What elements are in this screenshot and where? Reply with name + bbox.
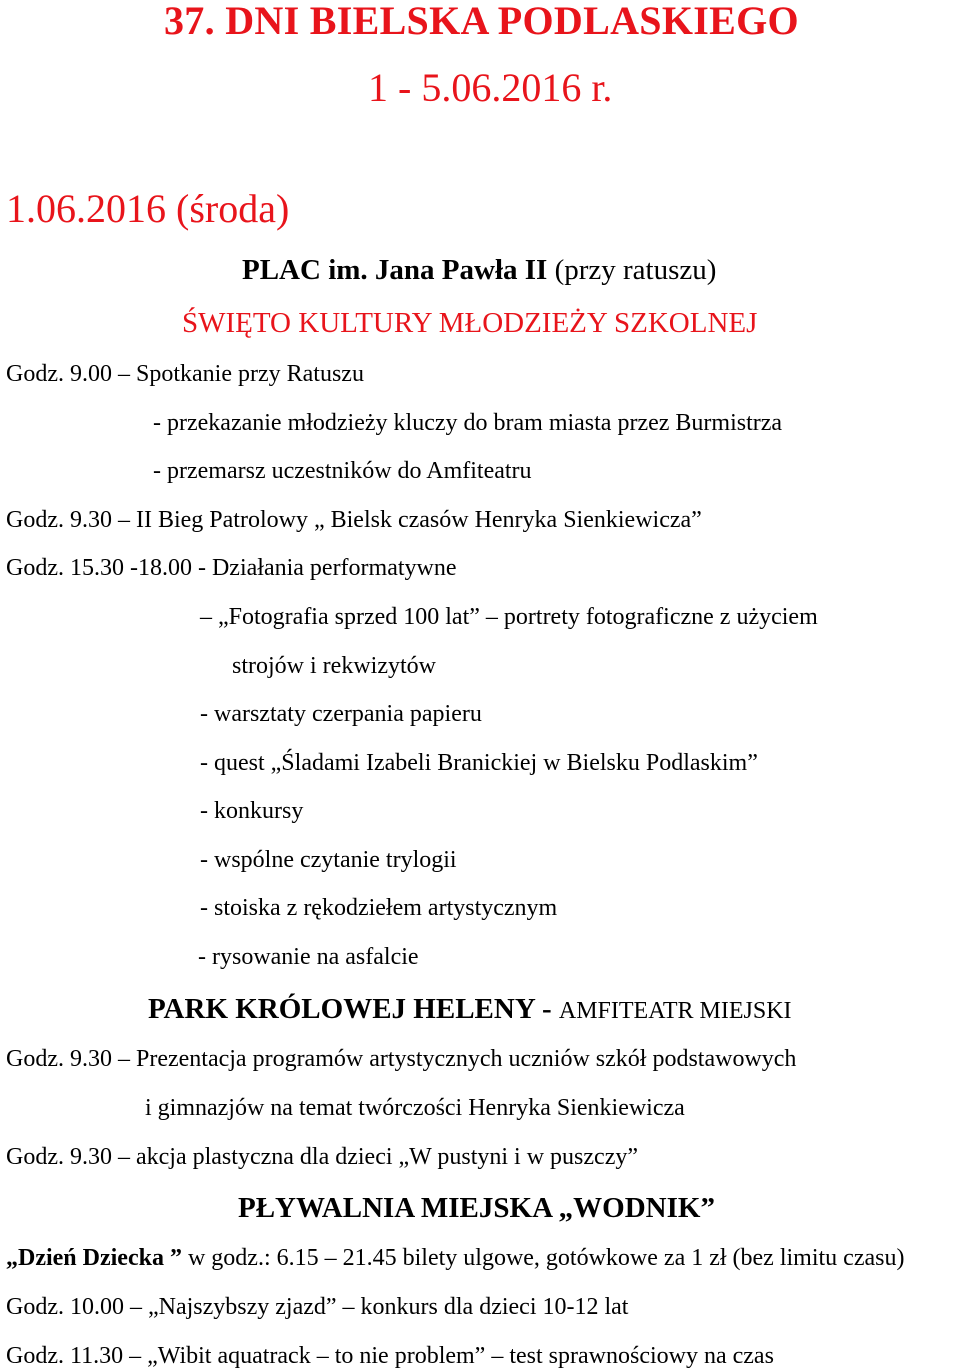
plac-venue-heading	[242, 256, 716, 285]
plac-venue-note: (przy ratuszu)	[547, 254, 717, 286]
children-day-line	[6, 1246, 904, 1270]
program-subitem: - rysowanie na asfalcie	[198, 944, 419, 970]
plac-event-title: ŚWIĘTO KULTURY MŁODZIEŻY SZKOLNEJ	[182, 307, 758, 339]
park-venue-note: AMFITEATR MIEJSKI	[558, 998, 792, 1024]
program-item: Godz. 15.30 -18.00 - Działania performatywne	[6, 555, 457, 581]
program-subitem: - przekazanie młodzieży kluczy do bram miasta przez Burmistrza	[153, 410, 783, 436]
program-subitem: i gimnazjów na temat twórczości Henryka Sienkiewicza	[145, 1095, 685, 1121]
program-subitem: – „Fotografia sprzed 100 lat” – portrety fotograficzne z użyciem	[200, 604, 818, 630]
program-subitem: - stoiska z rękodziełem artystycznym	[200, 895, 558, 921]
program-subitem: - warsztaty czerpania papieru	[200, 701, 482, 727]
park-venue-heading	[148, 995, 792, 1024]
pool-venue-heading: PŁYWALNIA MIEJSKA „WODNIK”	[238, 1192, 715, 1224]
program-subitem: strojów i rekwizytów	[232, 653, 436, 679]
day-heading: 1.06.2016 (środa)	[6, 186, 290, 231]
festival-dates: 1 - 5.06.2016 r.	[368, 65, 613, 110]
program-item: Godz. 9.30 – II Bieg Patrolowy „ Bielsk czasów Henryka Sienkiewicza”	[6, 507, 702, 533]
program-subitem: - quest „Śladami Izabeli Branickiej w Bielsku Podlaskim”	[200, 750, 758, 776]
program-item: Godz. 9.30 – Prezentacja programów artystycznych uczniów szkół podstawowych	[6, 1046, 797, 1072]
program-item: Godz. 11.30 – „Wibit aquatrack – to nie problem” – test sprawnościowy na czas	[6, 1343, 774, 1369]
program-item: Godz. 9.00 – Spotkanie przy Ratuszu	[6, 361, 364, 387]
program-subitem: - przemarsz uczestników do Amfiteatru	[153, 458, 532, 484]
plac-venue-name: PLAC im. Jana Pawła II	[242, 254, 548, 286]
park-venue-name: PARK KRÓLOWEJ HELENY -	[148, 993, 559, 1025]
children-day-label: „Dzień Dziecka ”	[6, 1245, 182, 1271]
children-day-details: w godz.: 6.15 – 21.45 bilety ulgowe, gotówkowe za 1 zł (bez limitu czasu)	[181, 1245, 905, 1271]
program-item: Godz. 9.30 – akcja plastyczna dla dzieci „W pustyni i w puszczy”	[6, 1144, 639, 1170]
program-subitem: - wspólne czytanie trylogii	[200, 847, 457, 873]
program-subitem: - konkursy	[200, 798, 304, 824]
document-title: 37. DNI BIELSKA PODLASKIEGO	[164, 0, 799, 43]
program-item: Godz. 10.00 – „Najszybszy zjazd” – konkurs dla dzieci 10-12 lat	[6, 1294, 629, 1320]
